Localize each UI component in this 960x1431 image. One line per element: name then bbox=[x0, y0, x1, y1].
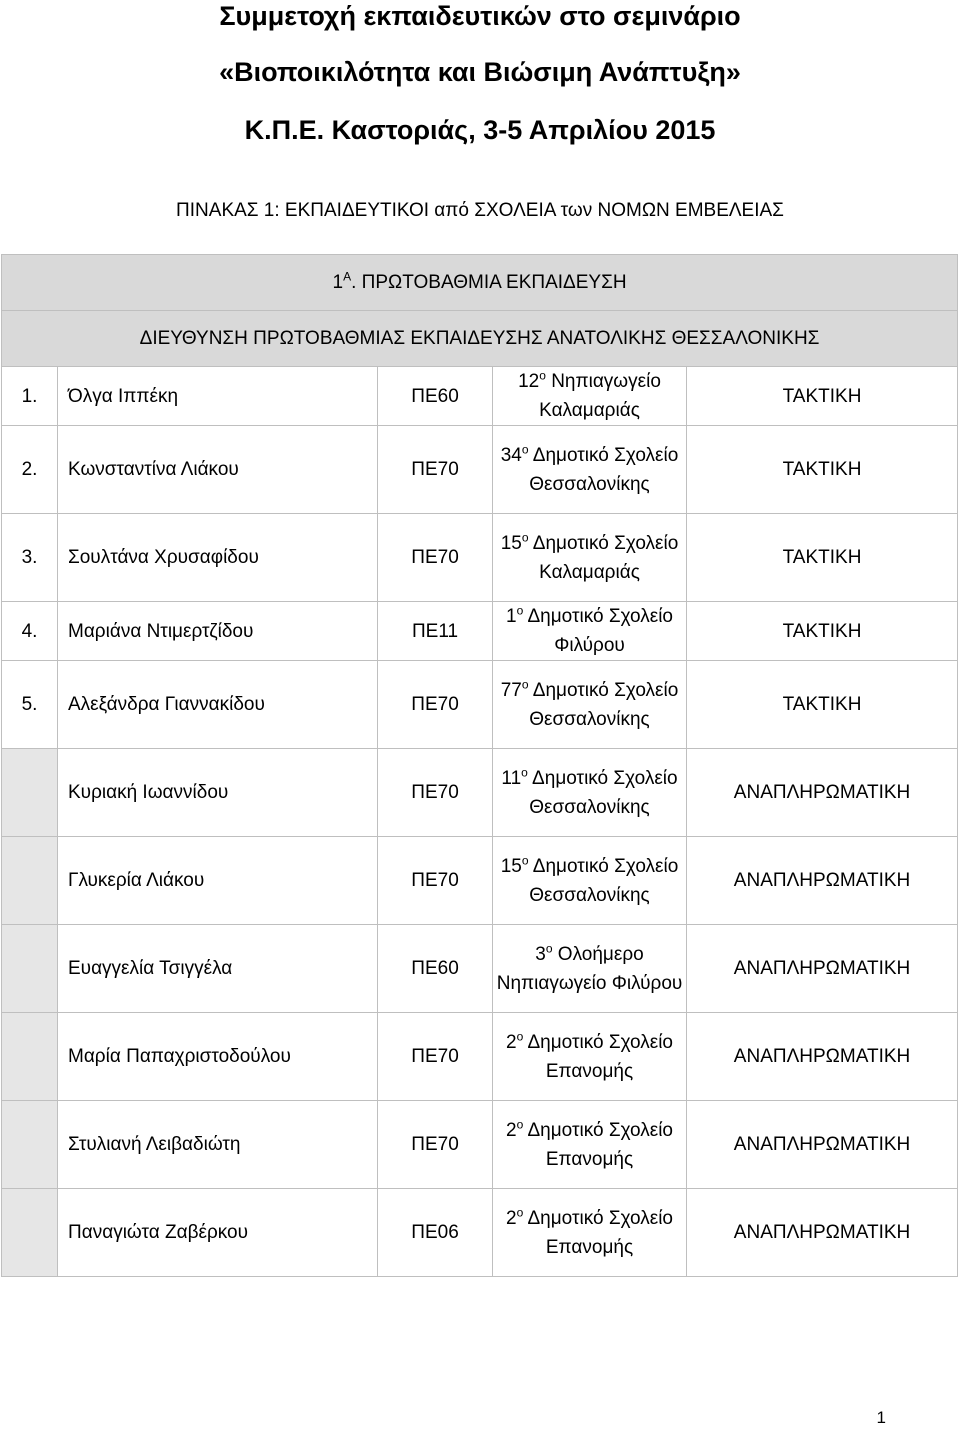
teacher-name: Κυριακή Ιωαννίδου bbox=[58, 749, 378, 837]
row-number bbox=[2, 837, 58, 925]
row-number: 2. bbox=[2, 426, 58, 514]
table-body bbox=[2, 367, 958, 1277]
table-row bbox=[2, 1101, 958, 1189]
school-name: $15^o$ Δημοτικό Σχολείο Καλαμαριάς bbox=[493, 514, 687, 602]
school-name: $34^o$ Δημοτικό Σχολείο Θεσσαλονίκης bbox=[493, 426, 687, 514]
specialty-code: ΠΕ70 bbox=[378, 426, 493, 514]
specialty-code: ΠΕ70 bbox=[378, 1013, 493, 1101]
teacher-name: Μαρία Παπαχριστοδούλου bbox=[58, 1013, 378, 1101]
directorate-title: ΔΙΕΥΘΥΝΣΗ ΠΡΩΤΟΒΑΘΜΙΑΣ ΕΚΠΑΙΔΕΥΣΗΣ ΑΝΑΤΟΛΙΚΗΣ ΘΕΣΣΑΛΟΝΙΚΗΣ bbox=[2, 311, 958, 367]
teacher-name: Στυλιανή Λειβαδιώτη bbox=[58, 1101, 378, 1189]
row-number: 3. bbox=[2, 514, 58, 602]
row-number bbox=[2, 925, 58, 1013]
school-name: $2^o$ Δημοτικό Σχολείο Επανομής bbox=[493, 1101, 687, 1189]
employment-type: ΑΝΑΠΛΗΡΩΜΑΤΙΚΗ bbox=[687, 925, 958, 1013]
employment-type: ΤΑΚΤΙΚΗ bbox=[687, 367, 958, 426]
section-title: $1^A$. ΠΡΩΤΟΒΑΘΜΙΑ ΕΚΠΑΙΔΕΥΣΗ bbox=[2, 255, 958, 311]
school-name: $11^o$ Δημοτικό Σχολείο Θεσσαλονίκης bbox=[493, 749, 687, 837]
table-row bbox=[2, 426, 958, 514]
specialty-code: ΠΕ11 bbox=[378, 602, 493, 661]
employment-type: ΤΑΚΤΙΚΗ bbox=[687, 602, 958, 661]
table-row bbox=[2, 602, 958, 661]
specialty-code: ΠΕ70 bbox=[378, 661, 493, 749]
specialty-code: ΠΕ60 bbox=[378, 925, 493, 1013]
specialty-code: ΠΕ60 bbox=[378, 367, 493, 426]
school-name: $77^o$ Δημοτικό Σχολείο Θεσσαλονίκης bbox=[493, 661, 687, 749]
employment-type: ΑΝΑΠΛΗΡΩΜΑΤΙΚΗ bbox=[687, 1013, 958, 1101]
specialty-code: ΠΕ70 bbox=[378, 514, 493, 602]
employment-type: ΤΑΚΤΙΚΗ bbox=[687, 426, 958, 514]
school-name: $2^o$ Δημοτικό Σχολείο Επανομής bbox=[493, 1013, 687, 1101]
school-name: $3^o$ Ολοήμερο Νηπιαγωγείο Φιλύρου bbox=[493, 925, 687, 1013]
teacher-name: Όλγα Ιππέκη bbox=[58, 367, 378, 426]
school-name: $1^o$ Δημοτικό Σχολείο Φιλύρου bbox=[493, 602, 687, 661]
participants-table bbox=[1, 254, 958, 1277]
teacher-name: Σουλτάνα Χρυσαφίδου bbox=[58, 514, 378, 602]
document-title-line1: Συμμετοχή εκπαιδευτικών στο σεμινάριο bbox=[219, 1, 741, 31]
table-row bbox=[2, 837, 958, 925]
teacher-name: Ευαγγελία Τσιγγέλα bbox=[58, 925, 378, 1013]
school-name: $15^o$ Δημοτικό Σχολείο Θεσσαλονίκης bbox=[493, 837, 687, 925]
document-title-line2: «Βιοποικιλότητα και Βιώσιμη Ανάπτυξη» bbox=[219, 57, 741, 87]
specialty-code: ΠΕ70 bbox=[378, 1101, 493, 1189]
teacher-name: Μαριάνα Ντιμερτζίδου bbox=[58, 602, 378, 661]
table-caption: ΠΙΝΑΚΑΣ 1: ΕΚΠΑΙΔΕΥΤΙΚΟΙ από ΣΧΟΛΕΙΑ των ΝΟΜΩΝ ΕΜΒΕΛΕΙΑΣ bbox=[176, 200, 784, 221]
employment-type: ΤΑΚΤΙΚΗ bbox=[687, 661, 958, 749]
row-number bbox=[2, 1101, 58, 1189]
table-row bbox=[2, 925, 958, 1013]
table-row bbox=[2, 749, 958, 837]
table-row bbox=[2, 661, 958, 749]
row-number: 5. bbox=[2, 661, 58, 749]
specialty-code: ΠΕ06 bbox=[378, 1189, 493, 1277]
employment-type: ΑΝΑΠΛΗΡΩΜΑΤΙΚΗ bbox=[687, 837, 958, 925]
row-number: 4. bbox=[2, 602, 58, 661]
specialty-code: ΠΕ70 bbox=[378, 837, 493, 925]
table-row bbox=[2, 367, 958, 426]
section-header-row bbox=[2, 255, 958, 311]
row-number bbox=[2, 1013, 58, 1101]
directorate-row bbox=[2, 311, 958, 367]
row-number: 1. bbox=[2, 367, 58, 426]
table-row bbox=[2, 1013, 958, 1101]
employment-type: ΑΝΑΠΛΗΡΩΜΑΤΙΚΗ bbox=[687, 1189, 958, 1277]
employment-type: ΑΝΑΠΛΗΡΩΜΑΤΙΚΗ bbox=[687, 749, 958, 837]
teacher-name: Γλυκερία Λιάκου bbox=[58, 837, 378, 925]
teacher-name: Παναγιώτα Ζαβέρκου bbox=[58, 1189, 378, 1277]
table-row bbox=[2, 1189, 958, 1277]
teacher-name: Αλεξάνδρα Γιαννακίδου bbox=[58, 661, 378, 749]
table-row bbox=[2, 514, 958, 602]
row-number bbox=[2, 749, 58, 837]
document-title-line3: Κ.Π.Ε. Καστοριάς, 3-5 Απριλίου 2015 bbox=[244, 115, 716, 145]
employment-type: ΤΑΚΤΙΚΗ bbox=[687, 514, 958, 602]
teacher-name: Κωνσταντίνα Λιάκου bbox=[58, 426, 378, 514]
school-name: $12^o$ Νηπιαγωγείο Καλαμαριάς bbox=[493, 367, 687, 426]
employment-type: ΑΝΑΠΛΗΡΩΜΑΤΙΚΗ bbox=[687, 1101, 958, 1189]
row-number bbox=[2, 1189, 58, 1277]
school-name: $2^o$ Δημοτικό Σχολείο Επανομής bbox=[493, 1189, 687, 1277]
specialty-code: ΠΕ70 bbox=[378, 749, 493, 837]
page-number: 1 bbox=[876, 1408, 886, 1427]
